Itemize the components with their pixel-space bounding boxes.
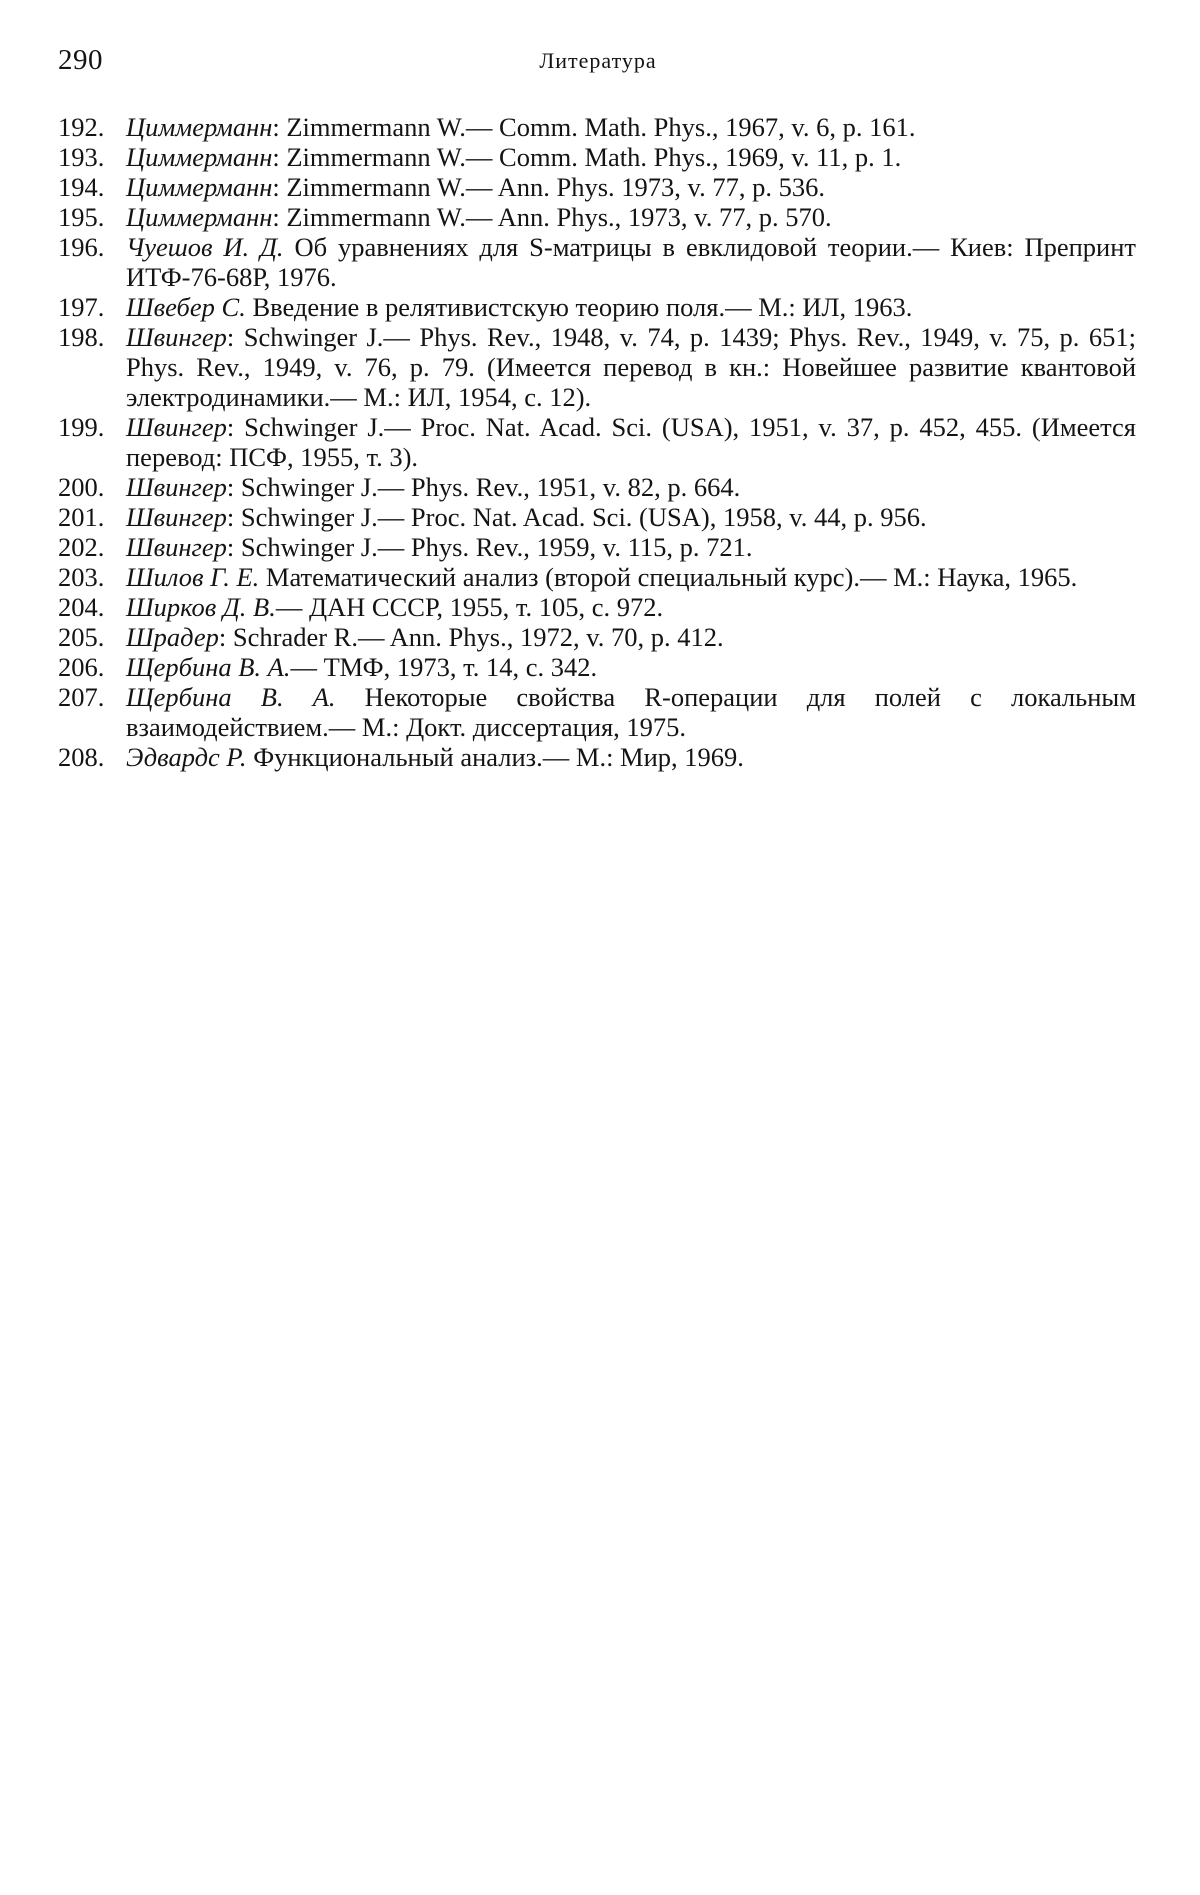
reference-number: 198. xyxy=(58,322,105,352)
reference-text: Об уравнениях для S-матрицы в евклидовой теории.— Киев: Препринт ИТФ-76-68Р, 1976. xyxy=(126,232,1137,292)
reference-item xyxy=(58,742,1136,772)
reference-item xyxy=(58,412,1136,472)
reference-text: : Schwinger J.— Proc. Nat. Acad. Sci. (USA), 1958, v. 44, p. 956. xyxy=(226,502,927,532)
reference-number: 207. xyxy=(58,682,105,712)
reference-number: 196. xyxy=(58,232,105,262)
reference-text: Введение в релятивистскую теорию поля.— М.: ИЛ, 1963. xyxy=(245,292,913,322)
reference-author: Швингер xyxy=(126,322,227,352)
reference-item xyxy=(58,322,1136,412)
reference-text: — ДАН СССР, 1955, т. 105, с. 972. xyxy=(275,592,664,622)
reference-item xyxy=(58,292,1136,322)
running-title: Литература xyxy=(539,48,657,73)
reference-list xyxy=(58,112,1136,772)
reference-text: Некоторые свойства R-операции для полей с локальным взаимодействием.— М.: Докт. диссертация, 1975. xyxy=(126,682,1137,742)
reference-author: Циммерманн xyxy=(126,172,273,202)
reference-item xyxy=(58,112,1136,142)
reference-number: 193. xyxy=(58,142,105,172)
reference-number: 205. xyxy=(58,622,105,652)
reference-author: Щербина В. А. xyxy=(126,652,291,682)
reference-number: 204. xyxy=(58,592,105,622)
reference-text: : Zimmermann W.— Comm. Math. Phys., 1967, v. 6, p. 161. xyxy=(272,112,916,142)
reference-author: Швингер xyxy=(126,532,227,562)
reference-author: Эдвардс Р. xyxy=(126,742,247,772)
reference-number: 208. xyxy=(58,742,105,772)
reference-text: : Schwinger J.— Proc. Nat. Acad. Sci. (USA), 1951, v. 37, p. 452, 455. (Имеется перевод: ПСФ, 1955, т. 3). xyxy=(126,412,1136,472)
reference-item xyxy=(58,172,1136,202)
reference-number: 192. xyxy=(58,112,105,142)
reference-number: 201. xyxy=(58,502,105,532)
reference-item xyxy=(58,502,1136,532)
reference-number: 197. xyxy=(58,292,105,322)
reference-author: Шилов Г. Е. xyxy=(126,562,260,592)
reference-number: 199. xyxy=(58,412,105,442)
reference-author: Шрадер xyxy=(126,622,219,652)
reference-text: : Schwinger J.— Phys. Rev., 1948, v. 74, p. 1439; Phys. Rev., 1949, v. 75, p. 651; Phys. Rev., 1949, v. 76, p. 79. (Имеется перевод в кн.: Новейшее развитие квантовой электродинамики.— М.: ИЛ, 1954, с. 12). xyxy=(126,322,1136,412)
reference-item xyxy=(58,202,1136,232)
reference-number: 194. xyxy=(58,172,105,202)
reference-item xyxy=(58,532,1136,562)
reference-text: : Zimmermann W.— Ann. Phys., 1973, v. 77, p. 570. xyxy=(272,202,832,232)
reference-author: Швингер xyxy=(126,412,227,442)
reference-number: 206. xyxy=(58,652,105,682)
reference-text: : Zimmermann W.— Ann. Phys. 1973, v. 77, p. 536. xyxy=(272,172,825,202)
reference-text: Функциональный анализ.— М.: Мир, 1969. xyxy=(246,742,744,772)
reference-number: 200. xyxy=(58,472,105,502)
reference-item xyxy=(58,562,1136,592)
reference-item xyxy=(58,472,1136,502)
reference-text: : Schrader R.— Ann. Phys., 1972, v. 70, p. 412. xyxy=(218,622,724,652)
running-head xyxy=(58,44,1138,84)
reference-author: Чуешов И. Д. xyxy=(126,232,284,262)
reference-author: Циммерманн xyxy=(126,112,273,142)
reference-author: Циммерманн xyxy=(126,202,273,232)
reference-number: 195. xyxy=(58,202,105,232)
reference-text: : Schwinger J.— Phys. Rev., 1959, v. 115, p. 721. xyxy=(226,532,753,562)
reference-item xyxy=(58,232,1136,292)
reference-author: Ширков Д. В. xyxy=(126,592,276,622)
reference-text: Математический анализ (второй специальный курс).— М.: Наука, 1965. xyxy=(259,562,1078,592)
page-number: 290 xyxy=(58,44,103,76)
reference-author: Щербина В. А. xyxy=(126,682,336,712)
reference-item xyxy=(58,592,1136,622)
reference-text: : Zimmermann W.— Comm. Math. Phys., 1969, v. 11, p. 1. xyxy=(272,142,902,172)
reference-item xyxy=(58,142,1136,172)
reference-number: 203. xyxy=(58,562,105,592)
reference-text: : Schwinger J.— Phys. Rev., 1951, v. 82, p. 664. xyxy=(226,472,741,502)
reference-item xyxy=(58,682,1136,742)
reference-author: Циммерманн xyxy=(126,142,273,172)
reference-author: Швебер С. xyxy=(126,292,246,322)
reference-item xyxy=(58,622,1136,652)
reference-author: Швингер xyxy=(126,472,227,502)
reference-text: — ТМФ, 1973, т. 14, с. 342. xyxy=(290,652,598,682)
reference-item xyxy=(58,652,1136,682)
reference-number: 202. xyxy=(58,532,105,562)
reference-author: Швингер xyxy=(126,502,227,532)
